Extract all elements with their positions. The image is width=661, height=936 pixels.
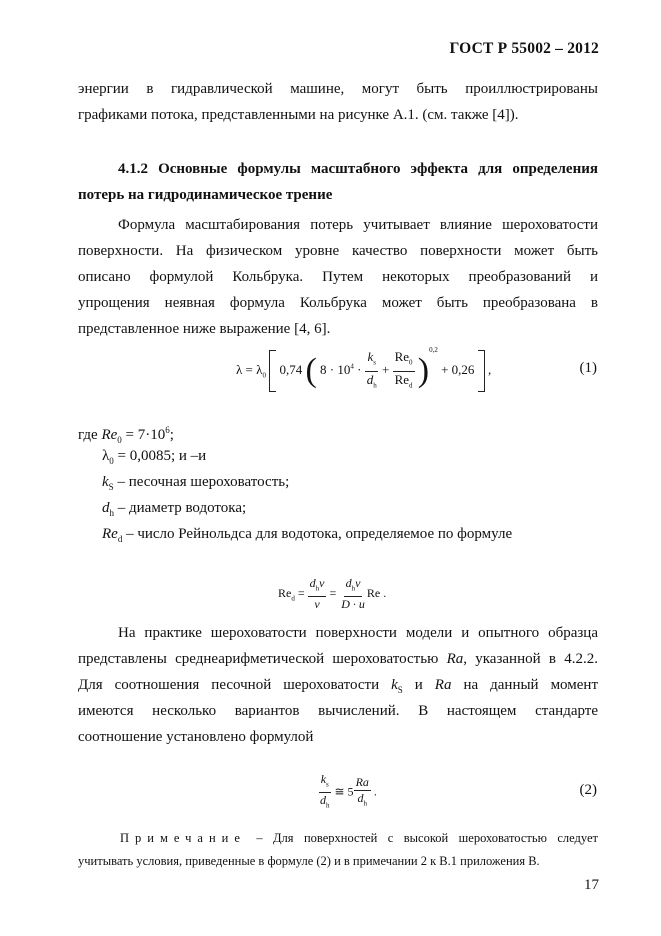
para3-line1: На практике шероховатости поверхности модели и опытного образца — [118, 625, 598, 641]
def-lambda0: $\lambda_0 = 0,0085$; и –и — [102, 448, 207, 466]
def-ks: $k_S$ – песочная шероховатость; — [102, 474, 290, 492]
document-header: ГОСТ Р 55002 – 2012 — [449, 40, 599, 57]
para3-line5: соотношение установлено формулой — [78, 729, 314, 745]
equation-1-number: (1) — [579, 360, 597, 376]
def-re0: где $Re_0 = 7\cdot 10^6$; — [78, 425, 174, 445]
eq1-frac-ks-dh: $\frac{k_s}{d_h}$ — [366, 348, 377, 390]
eq1-frac-re: $\frac{Re_0}{Re_d}$ — [394, 348, 413, 390]
note-label: Примечание — [120, 831, 246, 845]
eq-red-frac2: $\frac{d_hv}{D \cdot u}$ — [341, 576, 365, 612]
para1-line1: энергии в гидравлической машине, могут быть проиллюстрированы — [78, 81, 598, 97]
section-heading-line2: потерь на гидродинамическое трение — [78, 187, 333, 203]
para2-line5: представленное ниже выражение [4, 6]. — [78, 321, 331, 337]
eq2-frac-ks-dh: $\frac{k_s}{d_h}$ — [320, 772, 330, 810]
note-line1: Примечание – Для поверхностей с высокой шероховатостью следует — [120, 831, 598, 845]
para2-line2: поверхности. На физическом уровне качество поверхности может быть — [78, 243, 598, 259]
eq1-right-bracket — [478, 350, 485, 392]
eq1-exponent: 0,2 — [429, 346, 438, 354]
note-line2: учитывать условия, приведенные в формуле (2) и в примечании 2 к В.1 приложения В. — [78, 854, 540, 868]
para3-line3: Для соотношения песочной шероховатости $k_S$ и Ra на данный момент — [78, 677, 599, 695]
eq1-lhs: λ = λ — [236, 362, 263, 377]
para3-line2: представлены среднеарифметической шероховатостью Ra, указанной в 4.2.2. — [78, 651, 598, 667]
page-number: 17 — [584, 877, 599, 893]
equation-2: $\frac{k_s}{d_h}$ ≅ 5 $\frac{Ra}{d_h}$ . — [318, 772, 377, 814]
section-heading-line1: 4.1.2 Основные формулы масштабного эффекта для определения — [118, 161, 598, 177]
eq-red-frac1: $\frac{d_hv}{\nu}$ — [309, 576, 325, 612]
def-red: $Re_d$ – число Рейнольдса для водотока, определяемое по формуле — [102, 526, 513, 544]
para2-line3: описано формулой Кольбрука. Путем некоторых преобразований и — [78, 269, 598, 285]
def-dh: $d_h$ – диаметр водотока; — [102, 500, 247, 518]
equation-2-number: (2) — [579, 782, 597, 798]
equation-red: $Re_d$ = $\frac{d_hv}{\nu}$ = $\frac{d_hv}{D \cdot u}$ Re . — [278, 576, 387, 612]
eq1-c2: 8 · 10 — [320, 362, 351, 377]
eq1-c1: 0,74 — [279, 362, 303, 377]
para2-line1: Формула масштабирования потерь учитывает влияние шероховатости — [118, 217, 598, 233]
eq2-frac-ra-dh: $\frac{Ra}{d_h}$ — [355, 774, 369, 808]
para2-line4: упрощения неявная формула Кольбрука может быть преобразована в — [78, 295, 598, 311]
para1-line2: графиками потока, представленными на рисунке А.1. (см. также [4]). — [78, 107, 519, 123]
eq1-left-bracket — [269, 350, 276, 392]
equation-1: $\lambda = \lambda_0$ 0,74 ( $8 \cdot 10^4$ · $\frac{k_s}{d_h}$ + $\frac{Re_0}{Re_d}$ )$^{0,2}$ + 0,26 , — [236, 346, 491, 393]
para3-line4: имеются несколько вариантов вычислений. В настоящем стандарте — [78, 703, 598, 719]
